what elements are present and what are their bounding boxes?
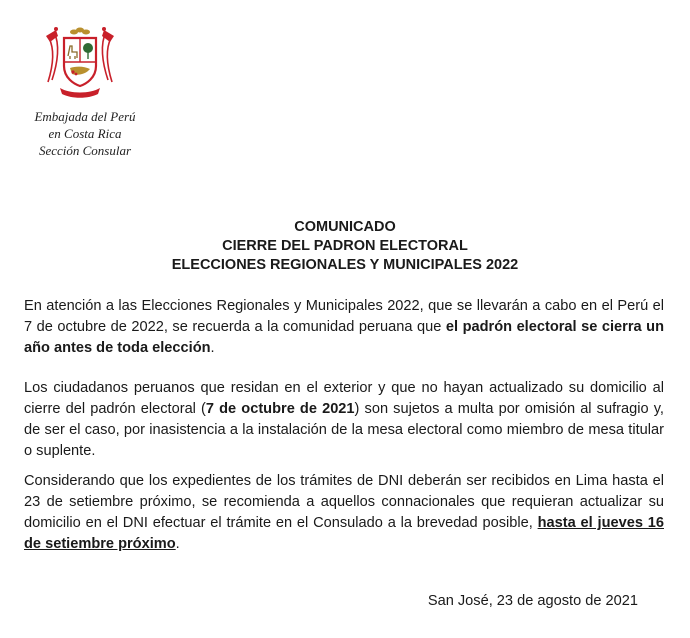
paragraph-3-deadline: hasta el jueves 16 de setiembre próximo bbox=[24, 515, 664, 552]
peru-coat-of-arms-icon bbox=[40, 22, 120, 102]
heading-line-2: CIERRE DEL PADRON ELECTORAL bbox=[222, 238, 468, 254]
heading-line-3: ELECCIONES REGIONALES Y MUNICIPALES 2022 bbox=[171, 257, 519, 273]
place-and-date: San José, 23 de agosto de 2021 bbox=[427, 593, 638, 609]
paragraph-2-bold: 7 de octubre de 2021 bbox=[205, 401, 355, 417]
paragraph-1 bbox=[24, 296, 664, 359]
embassy-location: en Costa Rica bbox=[48, 126, 122, 141]
paragraph-2-text: Los ciudadanos peruanos que residan en el exterior y que no hayan actualizado su domicilio al cierre del padrón electoral ( bbox=[24, 380, 664, 417]
paragraph-3-end: . bbox=[175, 536, 180, 552]
paragraph-3 bbox=[24, 471, 664, 555]
paragraph-1-bold: el padrón electoral se cierra un año antes de toda elección bbox=[24, 319, 664, 356]
paragraph-2 bbox=[24, 378, 664, 462]
paragraph-3-text: Considerando que los expedientes de los trámites de DNI deberán ser recibidos en Lima hasta el 23 de setiembre próximo, se recomienda a aquellos connacionales que requieran actualizar su domicilio en el DNI efectuar el trámite en el Consulado a la brevedad posible, bbox=[24, 473, 664, 531]
paragraph-1-end: . bbox=[210, 340, 215, 356]
document-heading bbox=[0, 218, 690, 275]
embassy-name: Embajada del Perú bbox=[34, 109, 136, 124]
paragraph-1-text: En atención a las Elecciones Regionales y Municipales 2022, que se llevarán a cabo en el Perú el 7 de octubre de 2022, se recuerda a la comunidad peruana que bbox=[24, 298, 664, 335]
embassy-section: Sección Consular bbox=[38, 143, 132, 158]
embassy-letterhead bbox=[20, 108, 150, 159]
heading-line-1: COMUNICADO bbox=[294, 219, 396, 235]
paragraph-2-end: ) son sujetos a multa por omisión al sufragio y, de ser el caso, por inasistencia a la instalación de la mesa electoral como miembro de mesa titular o suplente. bbox=[24, 401, 664, 459]
